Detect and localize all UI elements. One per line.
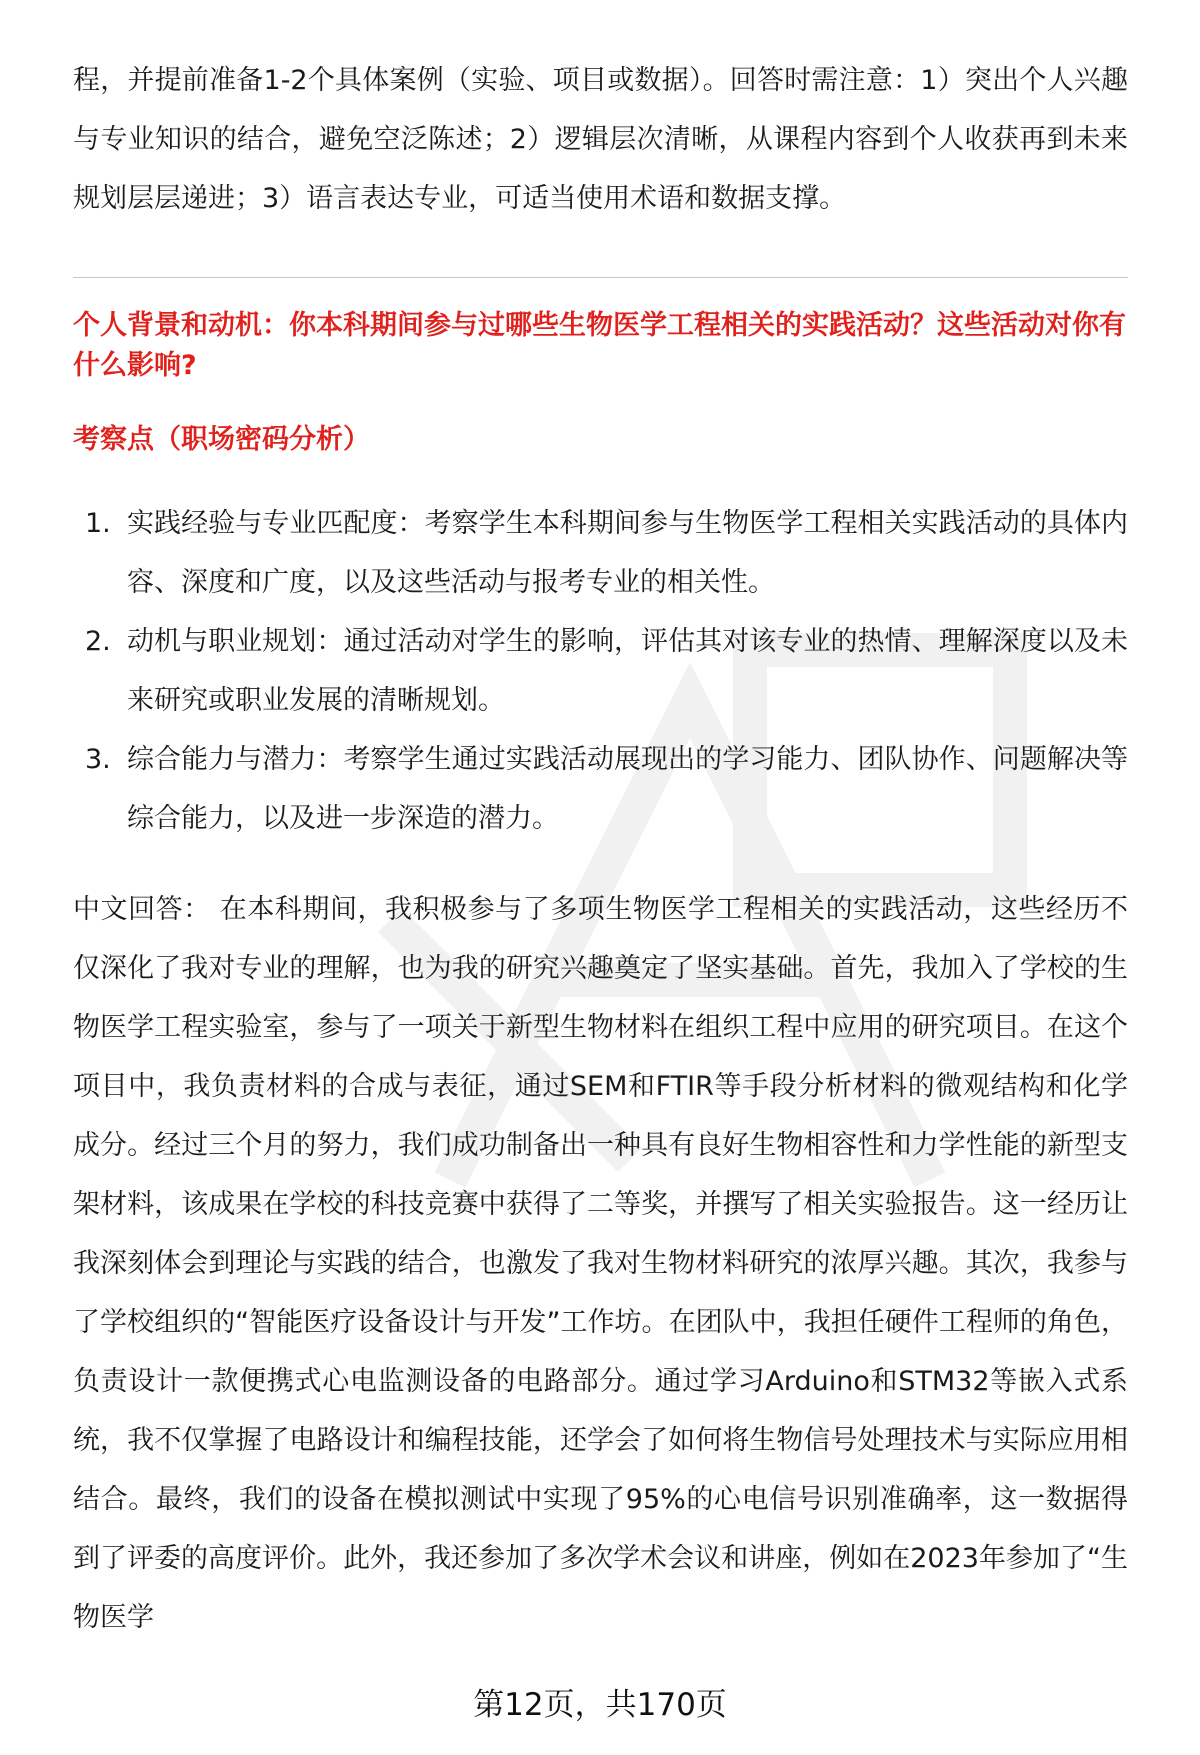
- point-text: 实践经验与专业匹配度：考察学生本科期间参与生物医学工程相关实践活动的具体内容、深度和广度，以及这些活动与报考专业的相关性。: [127, 508, 1128, 598]
- page-number-footer: 第12页，共170页: [473, 1687, 727, 1723]
- assessment-point: [73, 612, 1128, 730]
- intro-paragraph: 程，并提前准备1-2个具体案例（实验、项目或数据）。回答时需注意：1）突出个人兴趣与专业知识的结合，避免空泛陈述；2）逻辑层次清晰，从课程内容到个人收获再到未来规划层层递进；3）语言表达专业，可适当使用术语和数据支撑。: [73, 65, 1128, 214]
- assessment-points-list: [73, 494, 1128, 848]
- point-number: 2.: [85, 626, 111, 657]
- answer-paragraph: 中文回答： 在本科期间，我积极参与了多项生物医学工程相关的实践活动，这些经历不仅深化了我对专业的理解，也为我的研究兴趣奠定了坚实基础。首先，我加入了学校的生物医学工程实验室，参与了一项关于新型生物材料在组织工程中应用的研究项目。在这个项目中，我负责材料的合成与表征，通过SEM和FTIR等手段分析材料的微观结构和化学成分。经过三个月的努力，我们成功制备出一种具有良好生物相容性和力学性能的新型支架材料，该成果在学校的科技竞赛中获得了二等奖，并撰写了相关实验报告。这一经历让我深刻体会到理论与实践的结合，也激发了我对生物材料研究的浓厚兴趣。其次，我参与了学校组织的“智能医疗设备设计与开发”工作坊。在团队中，我担任硬件工程师的角色，负责设计一款便携式心电监测设备的电路部分。通过学习Arduino和STM32等嵌入式系统，我不仅掌握了电路设计和编程技能，还学会了如何将生物信号处理技术与实际应用相结合。最终，我们的设备在模拟测试中实现了95%的心电信号识别准确率，这一数据得到了评委的高度评价。此外，我还参加了多次学术会议和讲座，例如在2023年参加了“生物医学: [73, 894, 1128, 1633]
- assessment-point: [73, 730, 1128, 848]
- section-divider: [73, 277, 1128, 278]
- point-text: 综合能力与潜力：考察学生通过实践活动展现出的学习能力、团队协作、问题解决等综合能力，以及进一步深造的潜力。: [127, 744, 1128, 834]
- question-heading: 个人背景和动机：你本科期间参与过哪些生物医学工程相关的实践活动？这些活动对你有什么影响?: [73, 310, 1126, 381]
- assessment-point: [73, 494, 1128, 612]
- point-number: 3.: [85, 744, 111, 775]
- point-text: 动机与职业规划：通过活动对学生的影响，评估其对该专业的热情、理解深度以及未来研究或职业发展的清晰规划。: [127, 626, 1128, 716]
- point-number: 1.: [85, 508, 111, 539]
- assessment-title: 考察点（职场密码分析）: [73, 424, 370, 455]
